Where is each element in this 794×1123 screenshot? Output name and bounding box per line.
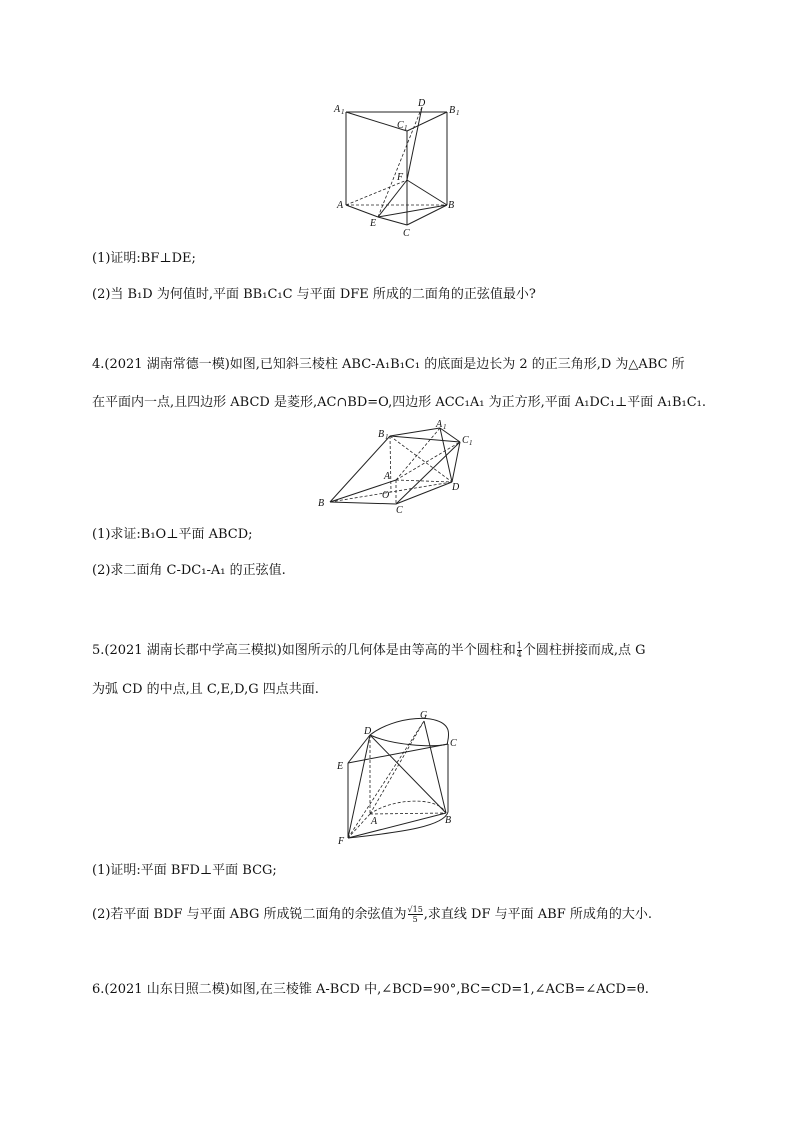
label-E: E [370,218,377,229]
label-B: B [318,498,325,509]
problem-5-part-2-a: (2)若平面 BDF 与平面 ABG 所成锐二面角的余弦值为 [92,907,407,922]
label-F: F [338,836,345,847]
fraction-numerator: 1 [516,641,522,650]
problem-5-part-2-b: ,求直线 DF 与平面 ABF 所成角的大小. [423,907,652,922]
problem-5-text-line-2: 为弧 CD 的中点,且 C,E,D,G 四点共面. [92,682,319,697]
label-F: F [397,172,404,183]
label-B1: B [449,105,456,116]
label-B1-sub: 1 [456,109,460,117]
label-C1-sub: 1 [469,439,473,447]
prism-figure-3 [330,95,460,240]
label-C1: C [462,435,469,446]
label-B: B [445,815,452,826]
label-D: D [418,98,426,109]
problem-6-text-line-1: 6.(2021 山东日照二模)如图,在三棱锥 A-BCD 中,∠BCD=90°,BC=CD=1,∠ACB=∠ACD=θ. [92,982,649,997]
problem-3-part-1: (1)证明:BF⊥DE; [92,251,196,266]
problem-5-text-b: 个圆柱拼接而成,点 G [522,643,646,658]
oblique-prism-figure-4 [314,418,490,516]
problem-4-part-1: (1)求证:B₁O⊥平面 ABCD; [92,527,253,542]
label-A: A [384,471,391,482]
problem-5-part-2 [92,905,652,924]
label-D: D [452,482,460,493]
problem-5-text-line-1 [92,642,646,659]
label-G: G [420,710,428,721]
label-A: A [371,816,378,827]
label-O: O [382,490,390,501]
label-A1-sub: 1 [341,108,345,116]
label-A1: A [334,104,341,115]
fraction-denominator: 5 [412,915,418,924]
label-A: A [337,200,344,211]
label-B: B [448,200,455,211]
problem-4-part-2: (2)求二面角 C-DC₁-A₁ 的正弦值. [92,563,286,578]
label-C: C [403,228,410,239]
fraction-numerator: √15 [407,905,423,914]
problem-4-text-line-2: 在平面内一点,且四边形 ABCD 是菱形,AC∩BD=O,四边形 ACC₁A₁ 为正方形,平面 A₁DC₁⊥平面 A₁B₁C₁. [92,395,707,410]
label-C1: C [397,120,404,131]
problem-4-text-line-1: 4.(2021 湖南常德一模)如图,已知斜三棱柱 ABC-A₁B₁C₁ 的底面是边长为 2 的正三角形,D 为△ABC 所 [92,357,685,372]
label-E: E [337,761,344,772]
label-C: C [450,738,457,749]
label-C: C [396,505,403,516]
label-C1-sub: 1 [404,124,408,132]
problem-3-part-2: (2)当 B₁D 为何值时,平面 BB₁C₁C 与平面 DFE 所成的二面角的正弦值最小? [92,287,536,302]
label-B1: B [378,429,385,440]
label-A1-sub: 1 [443,423,447,431]
fraction-denominator: 4 [516,650,522,659]
label-D: D [364,726,372,737]
fraction-one-quarter [517,642,522,659]
problem-5-part-1: (1)证明:平面 BFD⊥平面 BCG; [92,863,277,878]
cylinder-solid-figure-5 [334,708,464,848]
problem-5-text-a: 5.(2021 湖南长郡中学高三模拟)如图所示的几何体是由等高的半个圆柱和 [92,643,516,658]
label-B1-sub: 1 [385,433,389,441]
label-A1: A [436,419,443,430]
fraction-sqrt15-over-5 [408,905,423,924]
